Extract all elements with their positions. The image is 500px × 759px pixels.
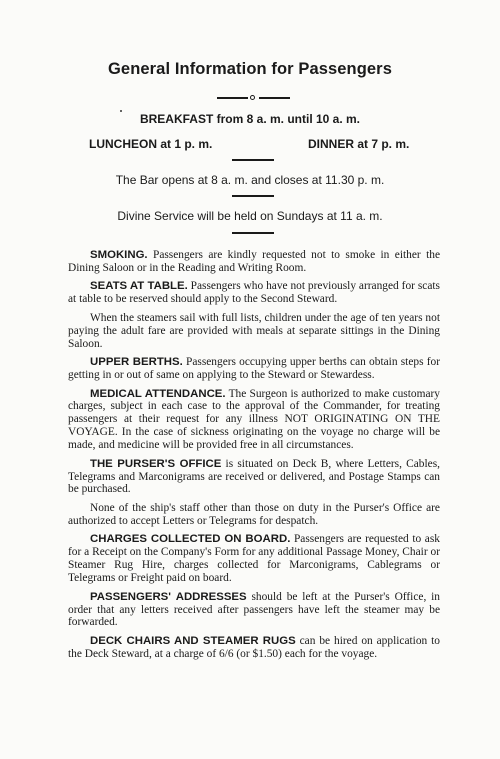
section-heading: SMOKING. xyxy=(90,249,148,261)
section-heading: PASSENGERS' ADDRESSES xyxy=(90,590,247,603)
divider xyxy=(232,232,274,234)
luncheon-time: LUNCHEON at 1 p. m. xyxy=(89,137,213,151)
deck-paragraph: DECK CHAIRS AND STEAMER RUGS can be hired on application to the Deck Steward, at a charge of 6/6 (or $1.50) each for the voyage. xyxy=(68,634,440,660)
section-heading: CHARGES COLLECTED ON BOARD. xyxy=(90,533,291,546)
section-heading: UPPER BERTHS. xyxy=(90,356,183,369)
children-paragraph: When the steamers sail with full lists, children under the age of ten years not paying the adult fare are provided with meals at separate sittings in the Dining Saloon. xyxy=(68,311,440,350)
staff-paragraph: None of the ship's staff other than those on duty in the Purser's Office are authorized to accept Letters or Telegrams for despatch. xyxy=(68,501,440,527)
purser-paragraph: THE PURSER'S OFFICE is situated on Deck B, where Letters, Cables, Telegrams and Marconigrams are received or delivered, and Postage Stamps can be purchased. xyxy=(68,457,440,496)
ornament-divider xyxy=(217,95,290,101)
dinner-time: DINNER at 7 p. m. xyxy=(308,137,410,151)
divider xyxy=(232,159,274,161)
medical-paragraph: MEDICAL ATTENDANCE. The Surgeon is authorized to make customary charges, subject in each case to the approval of the Commander, for treating passengers at their request for any illness NOT ORIGINATING ON THE VOYAGE. In the case of sickness originating on the voyage no charge will be made, and medicine will be provided free in all circumstances. xyxy=(68,387,440,452)
berths-paragraph: UPPER BERTHS. Passengers occupying upper berths can obtain steps for getting in or out of same on applying to the Steward or Stewardess. xyxy=(68,356,441,382)
bar-hours: The Bar opens at 8 a. m. and closes at 11.30 p. m. xyxy=(115,173,385,187)
page-title: General Information for Passengers xyxy=(108,60,392,78)
section-heading: THE PURSER'S OFFICE xyxy=(90,457,222,470)
smoking-paragraph: SMOKING. Passengers are kindly requested not to smoke in either the Dining Saloon or in the Reading and Writing Room. xyxy=(68,249,440,274)
section-heading: MEDICAL ATTENDANCE. xyxy=(90,387,226,400)
charges-paragraph: CHARGES COLLECTED ON BOARD. Passengers are requested to ask for a Receipt on the Company's Form for any additional Passage Money, Chair or Steamer Rug Hire, charges collected for Marconigrams, Cablegrams or Telegrams or Freight paid on board. xyxy=(68,533,440,585)
circle-ornament-icon xyxy=(250,95,255,100)
section-heading: SEATS AT TABLE. xyxy=(90,280,188,293)
addresses-paragraph: PASSENGERS' ADDRESSES should be left at the Purser's Office, in order that any letters received after passengers have left the steamer may be forwarded. xyxy=(68,590,441,629)
divider xyxy=(232,195,274,197)
seats-paragraph: SEATS AT TABLE. Passengers who have not previously arranged for scats at table to be reserved should apply to the Second Steward. xyxy=(68,280,440,306)
breakfast-time: BREAKFAST from 8 a. m. until 10 a. m. xyxy=(139,112,361,126)
information-body xyxy=(68,249,440,666)
section-heading: DECK CHAIRS AND STEAMER RUGS xyxy=(90,634,296,647)
divine-service: Divine Service will be held on Sundays at 11 a. m. xyxy=(117,209,383,223)
